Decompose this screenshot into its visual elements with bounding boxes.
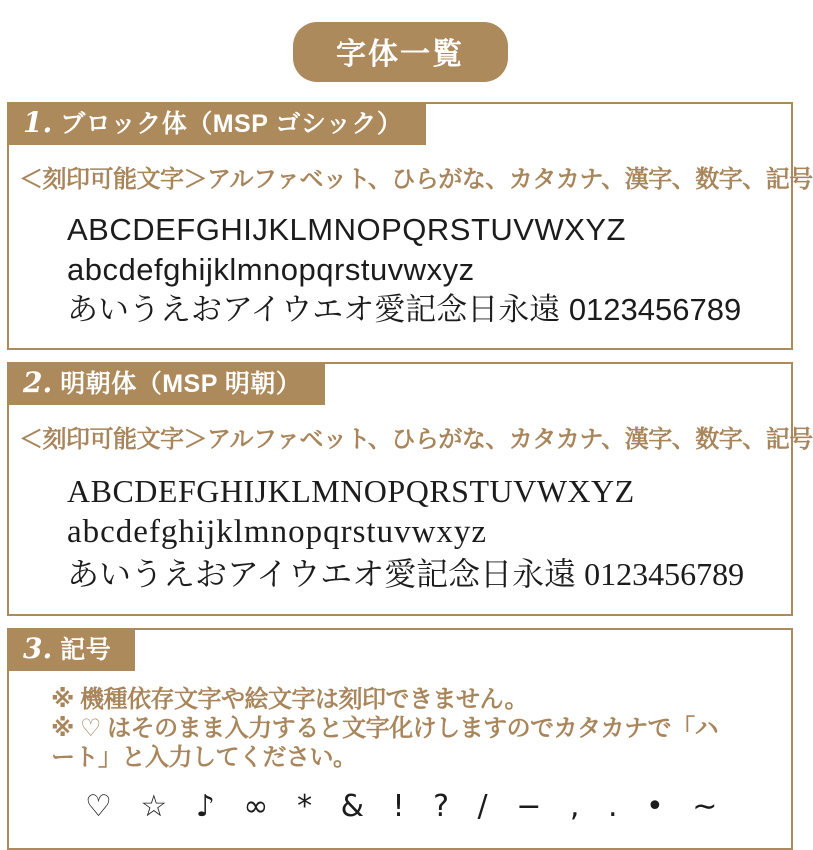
section-2-label [9, 364, 325, 405]
section-3-number: 3. [23, 632, 53, 665]
section-2-number: 2. [23, 366, 53, 399]
gothic-lowercase-sample: abcdefghijklmnopqrstuvwxyz [67, 252, 475, 287]
symbols-row: ♡ ☆ ♪ ∞ * & ! ? / − , . • ∼ [85, 789, 718, 824]
note-line-heart-input: ※ ♡ はそのまま入力すると文字化けしますのでカタカナで「ハート」と入力してください。 [51, 715, 719, 771]
section-1-title: ブロック体（MSP ゴシック） [60, 110, 403, 138]
note-line-machine-dependent: ※ 機種依存文字や絵文字は刻印できません。 [51, 686, 528, 713]
gothic-japanese-sample: あいうえおアイウエオ愛記念日永遠 0123456789 [67, 292, 742, 327]
section-1-charset-line: ＜刻印可能文字＞アルファベット、ひらがな、カタカナ、漢字、数字、記号 [19, 166, 813, 193]
section-symbols [7, 628, 793, 850]
section-2-charset-line: ＜刻印可能文字＞アルファベット、ひらがな、カタカナ、漢字、数字、記号 [19, 426, 813, 453]
section-2-samples [9, 454, 791, 614]
mincho-uppercase-sample: ABCDEFGHIJKLMNOPQRSTUVWXYZ [67, 473, 635, 509]
mincho-japanese-sample: あいうえおアイウエオ愛記念日永遠 0123456789 [67, 556, 745, 592]
mincho-lowercase-sample: abcdefghijklmnopqrstuvwxyz [67, 514, 488, 550]
section-mincho [7, 362, 813, 616]
section-2-title: 明朝体（MSP 明朝） [60, 370, 302, 398]
section-3-title: 記号 [60, 636, 112, 664]
section-block-gothic [7, 102, 813, 350]
page-title-pill [293, 22, 508, 82]
gothic-uppercase-sample: ABCDEFGHIJKLMNOPQRSTUVWXYZ [67, 212, 626, 247]
section-3-label [9, 630, 135, 671]
section-1-label [9, 104, 426, 145]
symbol-notes [9, 671, 771, 772]
section-1-samples [9, 194, 791, 348]
section-1-number: 1. [23, 106, 53, 139]
page-title: 字体一覧 [336, 38, 464, 71]
